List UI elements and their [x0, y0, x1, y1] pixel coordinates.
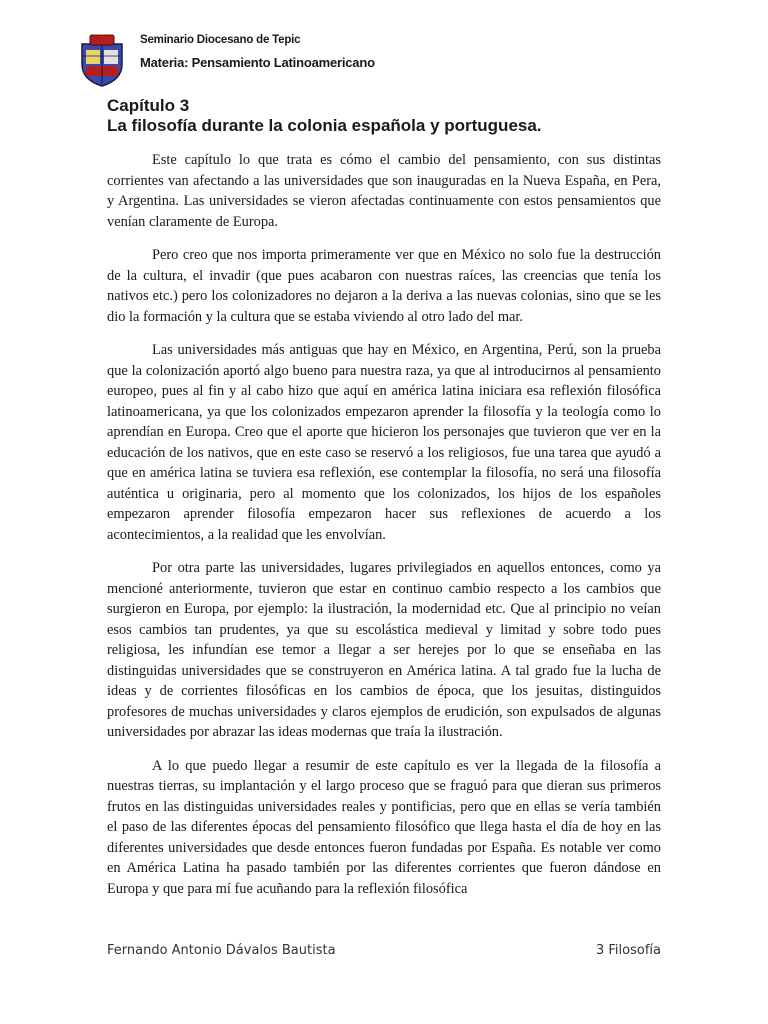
subject-name: Materia: Pensamiento Latinoamericano: [140, 55, 375, 70]
paragraph-2: Pero creo que nos importa primeramente ver que en México no solo fue la destrucción de la cultura, el invadir (que pues acabaron con nuestras raíces, las creencias que tenía los nativos etc.) pero los colonizadores no dejaron a la deriva a las nuevas colonias, sino que se les dio la formación y la cultura que se estaba viviendo al otro lado del mar.: [107, 247, 661, 325]
institution-name: Seminario Diocesano de Tepic: [140, 34, 301, 46]
chapter-heading: [107, 96, 667, 136]
footer-page: 3 Filosofía: [596, 943, 661, 958]
body-text: [107, 150, 661, 912]
paragraph-1: Este capítulo lo que trata es cómo el cambio del pensamiento, con sus distintas corrientes van afectando a las universidades que son inauguradas en la Nueva España, en Pera, y Argentina. Las universidades se vieron afectadas continuamente con estos pensamientos que venían claramente de Europa.: [107, 152, 661, 230]
page-footer: [107, 943, 661, 958]
chapter-number: Capítulo 3: [107, 96, 190, 115]
page-header: [78, 28, 678, 88]
seminary-crest-icon: [78, 34, 126, 88]
paragraph-5: A lo que puedo llegar a resumir de este capítulo es ver la llegada de la filosofía a nuestras tierras, su implantación y el largo proceso que se fraguó para que dieran sus primeros frutos en las distinguidas universidades reales y pontificias, pero que en ellas se vería también el paso de las diferentes épocas del pensamiento filosófico que llega hasta el día de hoy en las diferentes universidades que desde entonces fueron fundadas por España. Es notable ver como en América Latina ha pasado también por las diferentes corrientes que fueron dándose en Europa y que para mí fue acuñando para la reflexión filosófica: [107, 757, 661, 897]
paragraph-4: Por otra parte las universidades, lugares privilegiados en aquellos entonces, como ya mencioné anteriormente, tuvieron que estar en continuo cambio respecto a los cambios que surgieron en Europa, por ejemplo: la ilustración, la modernidad etc. Que al principio no veían esos cambios tan prudentes, ya que su escolástica medieval y limitad y sobre todo pues religiosa, les infundían ese temor a llegar a ser herejes por lo que se enseñaba en las distinguidas universidades que se construyeron en América latina. A tal grado fue la lucha de ideas y de corrientes filosóficas en los cambios de época, que los jesuitas, distinguidos profesores de muchas universidades y claros ejemplos de erudición, son expulsados de algunas universidades por abrazar las ideas modernas que traía la ilustración.: [107, 560, 661, 740]
paragraph-3: Las universidades más antiguas que hay en México, en Argentina, Perú, son la prueba que la colonización aportó algo bueno para nuestra raza, ya que al introducirnos al pensamiento europeo, pues al fin y al cabo hizo que aquí en américa latina iniciara esa reflexión filosófica latinoamericana, ya que los colonizados empezaron aprender la filosofía y la teología como lo aprendían en Europa. Creo que el aporte que hicieron los personajes que tuvieron que ver en la educación de los nativos, que en este caso se reservó a los religiosos, fue una tarea que ayudó a que en américa latina se tuviera esa reflexión, ese contemplar la filosofía, no será una filosofía auténtica u originaria, pero al momento que los colonizados, los hijos de los españoles empezaron aprender filosofía empezaron hacer sus reflexiones de acuerdo a los acontecimientos, a la realidad que les envolvían.: [107, 342, 661, 543]
footer-author: Fernando Antonio Dávalos Bautista: [107, 943, 336, 958]
chapter-title: La filosofía durante la colonia española y portuguesa.: [107, 116, 542, 135]
